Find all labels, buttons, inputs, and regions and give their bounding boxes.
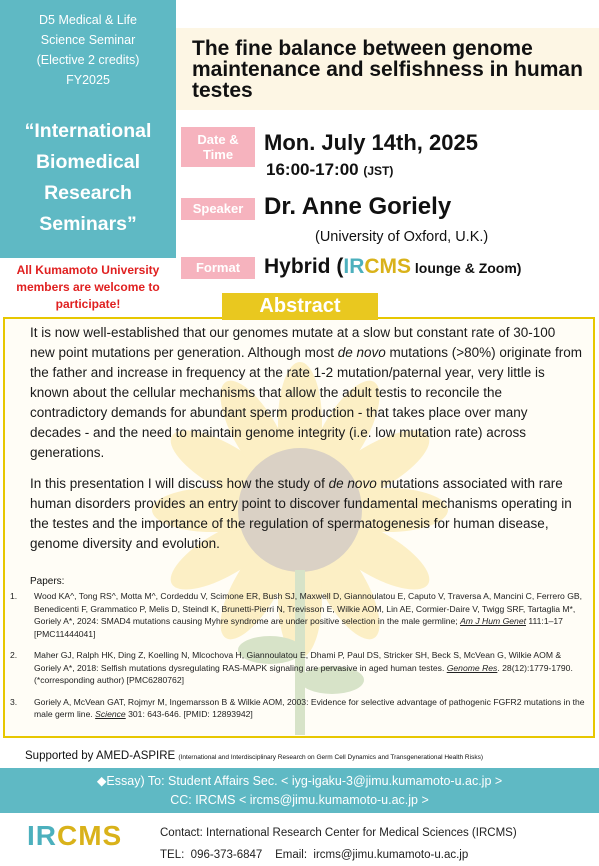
format-value [264, 255, 521, 279]
seminar-info [0, 10, 176, 90]
format-text: Hybrid [264, 255, 331, 278]
cc-email[interactable]: CC: IRCMS < ircms@jimu.kumamoto-u.ac.jp > [170, 793, 429, 807]
abstract-body [30, 323, 582, 565]
support-note: (International and Interdisciplinary Research on Germ Cell Dynamics and Transgenerational Health Risks) [178, 754, 483, 761]
welcome-line: All Kumamoto University [16, 263, 160, 277]
essay-submission[interactable]: ◆Essay) To: Student Affairs Sec. < iyg-igaku-3@jimu.kumamoto-u.ac.jp > [96, 774, 503, 788]
abstract-header: Abstract [222, 293, 378, 320]
tel-email-line[interactable]: TEL: 096-373-6847 Email: ircms@jimu.kumamoto-u.ac.jp [160, 849, 469, 861]
paper-number: 3. [10, 696, 18, 707]
contact-line: Contact: International Research Center for Medical Sciences (IRCMS) [160, 827, 517, 839]
logo-cms: CMS [57, 820, 123, 851]
abstract-emphasis: de novo [337, 345, 386, 360]
welcome-line: members are welcome to [16, 280, 160, 294]
series-title-line: “International [24, 120, 152, 142]
welcome-line: participate! [55, 297, 121, 311]
speaker-affiliation: (University of Oxford, U.K.) [315, 229, 489, 245]
seminar-line: D5 Medical & Life [39, 13, 137, 27]
paper-journal: Am J Hum Genet [460, 616, 526, 626]
contact-info [160, 822, 517, 866]
ircms-logo [27, 820, 122, 852]
abstract-emphasis: de novo [328, 476, 377, 491]
abstract-text: mutations (>80%) originate from the father and increase in frequency at the rate 1-2 mutation/paternal year, very little is known about the cellular mechanisms that allow the adult testis to reconcile the contradictory demands for abundant sperm production - that takes place over many decades - and the need to maintain genome integrity (i.e. low mutation rate) across generations. [30, 345, 582, 460]
talk-title: The fine balance between genome maintenance and selfishness in human testes [192, 37, 583, 102]
ircms-ir: IR [343, 255, 365, 278]
abstract-paragraph [30, 474, 582, 554]
paper-item [10, 649, 588, 687]
series-title [0, 116, 176, 240]
welcome-note [0, 262, 176, 313]
paper-journal: Science [95, 709, 126, 719]
series-title-line: Seminars” [39, 213, 137, 235]
ircms-logo-inline [343, 255, 411, 278]
format-paren: ( [336, 255, 344, 278]
speaker-label: Speaker [181, 198, 255, 220]
paper-details: 301: 643-646. [PMID: 12893942] [125, 709, 253, 719]
support-line [25, 750, 483, 762]
abstract-text: mutations associated with rare human disorders provides an entry point to discover fundamental mechanisms operating in the testes and the importance of the regulation of spermatogenesis for human disease, genome diversity and evolution. [30, 476, 572, 551]
logo-ir: IR [27, 820, 57, 851]
paper-citation: Wood KA^, Tong RS^, Motta M^, Cordeddu V, Scimone ER, Bush SJ, Maxwell D, Giannoulatou E, Caputo V, Traversa A, Mancini C, Ferrero GB, Benedicenti F, Grammatico P, Melis D, Steindl K, Brunetti-Pierri N, Trevisson E, Wilkie AOM, Lin AE, Cormier-Daire V, Twigg SRF, Tartaglia M*, Goriely A*, 2024: SMAD4 mutations causing Myhre syndrome are under positive selection in the male germline; [34, 591, 583, 626]
abstract-text: It is now well-established that our genomes mutate at a slow but constant rate of 30-100 new point mutations per generation. Although most [30, 325, 556, 360]
paper-details: 111:1–17 [PMC11444041] [34, 616, 563, 639]
series-title-line: Biomedical [35, 151, 141, 173]
paper-journal: Genome Res [446, 662, 498, 673]
paper-citation: Maher GJ, Ralph HK, Ding Z, Koelling N, Mlcochova H, Giannoulatou E, Dhami P, Paul DS, Stricker SH, Beck S, McVean G, Wilkie AOM & Goriely A*, 2018: Selfish mutations dysregulating RAS-MAPK signaling are pervasive in aged human testes. [34, 650, 562, 673]
paper-item [10, 696, 588, 721]
time-value: 16:00-17:00 [266, 160, 359, 179]
talk-time [266, 160, 393, 180]
papers-label: Papers: [30, 576, 65, 587]
paper-item [10, 590, 588, 640]
ircms-cms: CMS [364, 255, 412, 278]
paper-number: 1. [10, 591, 18, 601]
time-zone: (JST) [363, 164, 394, 178]
speaker-name: Dr. Anne Goriely [264, 193, 452, 220]
seminar-line: Science Seminar [40, 33, 136, 47]
paper-citation: Goriely A, McVean GAT, Rojmyr M, Ingemarsson B & Wilkie AOM, 2003: Evidence for selective advantage of pathogenic FGFR2 mutations in the male germ line. [34, 696, 585, 719]
date-time-label: Date & Time [181, 127, 255, 167]
support-main: Supported by AMED-ASPIRE [25, 750, 176, 762]
talk-date: Mon. July 14th, 2025 [264, 130, 478, 155]
paper-number: 2. [10, 650, 18, 660]
abstract-paragraph [30, 323, 582, 463]
seminar-line: FY2025 [66, 73, 110, 87]
abstract-text: In this presentation I will discuss how the study of [30, 476, 329, 491]
papers-list [10, 590, 588, 730]
series-title-line: Research [44, 182, 132, 204]
seminar-line: (Elective 2 credits) [36, 53, 140, 67]
format-label: Format [181, 257, 255, 279]
paper-details: . 28(12):1779-1790. (*corresponding author) [PMC6280762] [34, 662, 573, 685]
format-detail: lounge & Zoom) [411, 260, 522, 276]
